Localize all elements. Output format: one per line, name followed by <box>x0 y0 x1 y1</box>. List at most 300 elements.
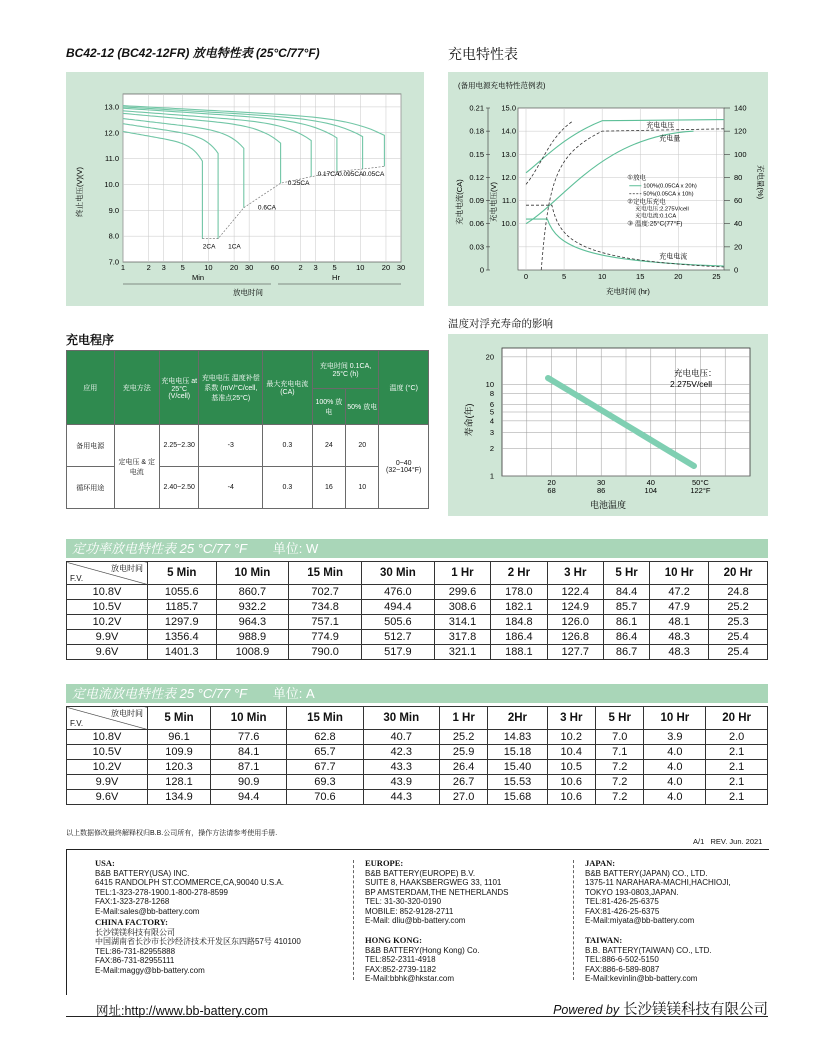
value-cell: 178.0 <box>491 585 547 600</box>
column-header: 10 Hr <box>650 562 709 585</box>
contact-line: B.B. BATTERY(TAIWAN) CO., LTD. <box>585 945 712 955</box>
power-table-title: 定功率放电特性表 25 °C/77 °F <box>72 541 248 556</box>
column-header: 20 Hr <box>706 707 768 730</box>
program-row <box>67 425 429 467</box>
table-row <box>67 790 768 805</box>
revision: A/1 REV. Jun. 2021 <box>693 837 763 846</box>
fv-cell: 10.8V <box>67 585 148 600</box>
y-tick-label: 8.0 <box>108 231 119 241</box>
value-cell: 25.2 <box>439 730 487 745</box>
value-cell: 182.1 <box>491 600 547 615</box>
current-tick-label: 0.18 <box>469 126 484 136</box>
contact-line: 1375-11 NARAHARA-MACHI,HACHIOJI, <box>585 878 731 887</box>
contact-line: B&B BATTERY(JAPAN) CO., LTD. <box>585 868 708 878</box>
curve-label: 0.25CA <box>287 180 310 188</box>
value-cell: 86.7 <box>603 645 649 660</box>
contact-line: B&B BATTERY(USA) INC. <box>95 868 190 878</box>
capacity-tick-label: 120 <box>734 126 747 136</box>
column-header: 2Hr <box>488 707 547 730</box>
legend-item: 100%(0.05CA x 20h) <box>643 183 697 190</box>
current-tick-label: 0.21 <box>469 103 484 113</box>
contact-taiwan-title: TAIWAN: <box>585 935 623 945</box>
x-tick-label-c: 40 <box>646 478 655 487</box>
contact-line: E-Mail:bbhk@hkstar.com <box>365 974 455 983</box>
column-header: 20 Hr <box>709 562 768 585</box>
contact-line: TEL:886-6-502-5150 <box>585 955 659 964</box>
charge-x-label: 充电时间 (hr) <box>606 287 650 296</box>
value-cell: 988.9 <box>216 630 289 645</box>
value-cell: 10.6 <box>547 790 595 805</box>
contact-hongkong <box>365 936 479 984</box>
x-tick-label: 5 <box>561 272 567 281</box>
y-tick-label: 11.0 <box>104 154 119 164</box>
power-table <box>66 561 768 660</box>
value-cell: 2.1 <box>706 745 768 760</box>
x-tick-label: 0 <box>523 272 529 281</box>
discharge-chart <box>66 72 424 306</box>
value-cell: 48.3 <box>650 630 709 645</box>
table-header-row <box>67 562 768 585</box>
current-tick-label: 0 <box>479 265 484 275</box>
table-row <box>67 615 768 630</box>
voltage-tick-label: 11.0 <box>501 196 516 206</box>
x-tick-label: 20 <box>229 263 239 272</box>
value-cell: 24.8 <box>709 585 768 600</box>
contact-line: FAX:86-731-82955111 <box>95 956 175 965</box>
value-cell: 84.4 <box>603 585 649 600</box>
value-cell: 15.18 <box>488 745 547 760</box>
current-tick-label: 0.12 <box>469 172 484 182</box>
value-cell: 4.0 <box>644 775 706 790</box>
program-h-temp: 温度 (°C) <box>379 351 429 425</box>
power-table-unit: 单位: W <box>272 541 319 556</box>
program-app: 循环用途 <box>67 467 115 509</box>
contact-line: E-Mail: dliu@bb-battery.com <box>365 916 466 925</box>
current-table-unit: 单位: A <box>272 686 315 701</box>
voltage-tick-label: 10.0 <box>501 219 516 229</box>
min-label: Min <box>191 273 205 282</box>
column-header: 2 Hr <box>491 562 547 585</box>
current-table <box>66 706 768 805</box>
value-cell: 2.1 <box>706 775 768 790</box>
value-cell: 10.6 <box>547 775 595 790</box>
table-row <box>67 585 768 600</box>
curve-label: 充电电压 <box>646 122 675 130</box>
capacity-tick-label: 60 <box>734 196 743 206</box>
x-tick-label-f: 86 <box>597 486 606 495</box>
value-cell: 27.0 <box>439 790 487 805</box>
value-cell: 128.1 <box>148 775 211 790</box>
column-header: 1 Hr <box>439 707 487 730</box>
curve-label: 0.6CA <box>257 204 276 212</box>
value-cell: 122.4 <box>547 585 603 600</box>
contact-line: E-Mail:miyata@bb-battery.com <box>585 916 695 925</box>
charge-chart-panel <box>448 72 768 306</box>
fv-cell: 10.5V <box>67 600 148 615</box>
value-cell: 10.2 <box>547 730 595 745</box>
discharge-chart-title: BC42-12 (BC42-12FR) 放电特性表 (25°C/77°F) <box>66 46 320 60</box>
contact-line: FAX:852-2739-1182 <box>365 964 437 974</box>
value-cell: 2.0 <box>706 730 768 745</box>
contact-line: TEL:81-426-25-6375 <box>585 897 659 906</box>
curve-label: 0.05CA <box>362 171 385 179</box>
value-cell: 43.9 <box>363 775 439 790</box>
column-header: 15 Min <box>287 707 363 730</box>
x-tick-label: 2 <box>298 263 303 272</box>
program-max: 0.3 <box>263 467 313 509</box>
contact-japan-title: JAPAN: <box>585 858 616 868</box>
fv-cell: 9.6V <box>67 790 148 805</box>
value-cell: 48.1 <box>650 615 709 630</box>
value-cell: 7.2 <box>596 760 644 775</box>
charge-left-y-label: 充电电流(CA) <box>455 179 464 225</box>
value-cell: 44.3 <box>363 790 439 805</box>
value-cell: 299.6 <box>434 585 490 600</box>
contact-line: B&B BATTERY(EUROPE) B.V. <box>365 868 476 878</box>
value-cell: 7.0 <box>596 730 644 745</box>
x-tick-label: 5 <box>332 263 337 272</box>
fv-cell: 9.6V <box>67 645 148 660</box>
value-cell: 2.1 <box>706 760 768 775</box>
contact-line: SUITE 8, HAAKSBERGWEG 33, 1101 <box>365 878 502 887</box>
value-cell: 494.4 <box>362 600 435 615</box>
column-header: 30 Min <box>363 707 439 730</box>
x-tick-label-c: 50°C <box>692 478 709 487</box>
life-chart-title: 温度对浮充寿命的影响 <box>448 318 553 330</box>
charge-chart <box>448 72 768 306</box>
table-row <box>67 775 768 790</box>
column-header: 5 Hr <box>603 562 649 585</box>
contact-divider <box>353 860 354 980</box>
x-tick-label-f: 68 <box>547 486 556 495</box>
contact-line: FAX:1-323-278-1268 <box>95 897 170 906</box>
contact-china <box>95 918 301 975</box>
x-tick-label: 10 <box>204 263 213 272</box>
capacity-tick-label: 40 <box>734 219 743 229</box>
contact-line: TEL:86-731-82955888 <box>95 946 176 956</box>
life-chart-panel <box>448 334 768 516</box>
x-tick-label: 5 <box>180 263 185 272</box>
column-header: 3 Hr <box>547 707 595 730</box>
legend-item: 充电电压:2.275V/cell <box>635 206 689 213</box>
column-header: 3 Hr <box>547 562 603 585</box>
x-tick-label: 10 <box>356 263 365 272</box>
curve-label: 1CA <box>228 243 241 251</box>
value-cell: 702.7 <box>289 585 362 600</box>
value-cell: 314.1 <box>434 615 490 630</box>
value-cell: 7.1 <box>596 745 644 760</box>
hr-label: Hr <box>332 273 340 282</box>
program-comp: -3 <box>199 425 263 467</box>
x-tick-label: 30 <box>244 263 254 272</box>
contact-usa <box>95 859 284 916</box>
table-corner <box>67 562 148 585</box>
capacity-tick-label: 20 <box>734 242 743 252</box>
value-cell: 317.8 <box>434 630 490 645</box>
current-tick-label: 0.06 <box>469 219 484 229</box>
contact-hongkong-title: HONG KONG: <box>365 935 422 945</box>
contact-line: FAX:81-426-25-6375 <box>585 906 660 916</box>
contact-europe <box>365 859 508 926</box>
value-cell: 476.0 <box>362 585 435 600</box>
value-cell: 1055.6 <box>148 585 217 600</box>
x-tick-label-c: 30 <box>597 478 606 487</box>
value-cell: 134.9 <box>148 790 211 805</box>
footer-brand <box>553 998 768 1019</box>
value-cell: 126.8 <box>547 630 603 645</box>
value-cell: 48.3 <box>650 645 709 660</box>
value-cell: 184.8 <box>491 615 547 630</box>
contact-line: B&B BATTERY(Hong Kong) Co. <box>365 945 480 955</box>
fv-cell: 10.8V <box>67 730 148 745</box>
value-cell: 86.4 <box>603 630 649 645</box>
value-cell: 964.3 <box>216 615 289 630</box>
curve-label: 2CA <box>202 243 216 251</box>
value-cell: 94.4 <box>211 790 287 805</box>
fv-cell: 9.9V <box>67 630 148 645</box>
x-tick-label-f: 122°F <box>690 486 711 495</box>
contact-taiwan <box>585 936 712 984</box>
x-tick-label: 15 <box>636 272 645 281</box>
program-t100: 24 <box>312 425 345 467</box>
current-tick-label: 0.09 <box>469 196 484 206</box>
voltage-tick-label: 14.0 <box>501 126 516 136</box>
company-name: 长沙镁镁科技有限公司 <box>623 1002 768 1018</box>
life-annotation-1: 充电电压： <box>674 368 717 378</box>
value-cell: 4.0 <box>644 760 706 775</box>
program-h-voltage: 充电电压 at 25°C (V/cell) <box>160 351 199 425</box>
y-tick-label: 1 <box>489 471 494 481</box>
value-cell: 25.4 <box>709 630 768 645</box>
value-cell: 4.0 <box>644 790 706 805</box>
curve-label: 0.17CA <box>317 171 340 179</box>
value-cell: 126.0 <box>547 615 603 630</box>
charge-subtitle: (备用电源充电特性范例表) <box>458 81 546 90</box>
x-tick-label-c: 20 <box>547 478 556 487</box>
value-cell: 96.1 <box>148 730 211 745</box>
value-cell: 26.7 <box>439 775 487 790</box>
current-tick-label: 0.15 <box>469 149 484 159</box>
legend-item: 50%(0.05CA x 10h) <box>643 191 694 198</box>
x-tick-label: 20 <box>674 272 683 281</box>
y-tick-label: 9.0 <box>108 205 119 215</box>
contact-line: 中国湖南省长沙市长沙经济技术开发区东四路57号 410100 <box>95 937 301 946</box>
footnote: 以上数据修改最终解释权归B.B.公司所有，操作方法请参考使用手册. <box>66 830 278 837</box>
value-cell: 774.9 <box>289 630 362 645</box>
contact-line: TEL:852-2311-4918 <box>365 955 436 964</box>
value-cell: 1356.4 <box>148 630 217 645</box>
value-cell: 2.1 <box>706 790 768 805</box>
value-cell: 67.7 <box>287 760 363 775</box>
program-h-max: 最大充电电流 (CA) <box>263 351 313 425</box>
value-cell: 15.40 <box>488 760 547 775</box>
value-cell: 1008.9 <box>216 645 289 660</box>
value-cell: 932.2 <box>216 600 289 615</box>
contact-line: BP AMSTERDAM,THE NETHERLANDS <box>365 887 509 897</box>
value-cell: 109.9 <box>148 745 211 760</box>
curve-label: 充电电流 <box>659 253 688 261</box>
charge-chart-title: 充电特性表 <box>448 46 518 62</box>
y-tick-label: 12.0 <box>104 128 119 138</box>
value-cell: 1401.3 <box>148 645 217 660</box>
x-tick-label: 3 <box>161 263 166 272</box>
program-t50: 10 <box>346 467 379 509</box>
program-voltage: 2.40~2.50 <box>160 467 199 509</box>
value-cell: 25.3 <box>709 615 768 630</box>
value-cell: 84.1 <box>211 745 287 760</box>
x-tick-label: 60 <box>270 263 280 272</box>
powered-by: Powered by <box>553 1003 620 1017</box>
value-cell: 505.6 <box>362 615 435 630</box>
value-cell: 47.2 <box>650 585 709 600</box>
current-table-title: 定电流放电特性表 25 °C/77 °F <box>72 686 248 701</box>
contact-japan <box>585 859 731 926</box>
table-row <box>67 760 768 775</box>
life-x-label: 电池温度 <box>589 500 627 510</box>
power-table-title-bar <box>66 539 768 558</box>
value-cell: 40.7 <box>363 730 439 745</box>
program-h-app: 应用 <box>67 351 115 425</box>
fv-cell: 10.2V <box>67 760 148 775</box>
column-header: 10 Hr <box>644 707 706 730</box>
y-tick-label: 20 <box>485 352 494 362</box>
contact-line: E-Mail:maggy@bb-battery.com <box>95 965 205 975</box>
value-cell: 860.7 <box>216 585 289 600</box>
column-header: 5 Min <box>148 562 217 585</box>
table-corner <box>67 707 148 730</box>
table-row <box>67 645 768 660</box>
x-tick-label: 3 <box>313 263 318 272</box>
program-title: 充电程序 <box>66 333 115 347</box>
value-cell: 186.4 <box>491 630 547 645</box>
voltage-tick-label: 15.0 <box>501 103 516 113</box>
x-tick-label: 25 <box>712 272 721 281</box>
contact-europe-title: EUROPE: <box>365 858 404 868</box>
value-cell: 4.0 <box>644 745 706 760</box>
value-cell: 42.3 <box>363 745 439 760</box>
current-tick-label: 0.03 <box>469 242 484 252</box>
program-t50: 20 <box>346 425 379 467</box>
value-cell: 124.9 <box>547 600 603 615</box>
value-cell: 7.2 <box>596 775 644 790</box>
value-cell: 308.6 <box>434 600 490 615</box>
curve-label: 0.095CA <box>338 171 364 179</box>
program-h-100: 100% 放电 <box>312 389 345 425</box>
value-cell: 25.4 <box>709 645 768 660</box>
fv-cell: 10.2V <box>67 615 148 630</box>
charge-voltage-y-label: 充电电压(V) <box>489 182 498 222</box>
current-table-title-bar <box>66 684 768 703</box>
table-row <box>67 600 768 615</box>
program-app: 备用电源 <box>67 425 115 467</box>
charge-right-y-label: 充电量(%) <box>756 164 765 200</box>
value-cell: 7.2 <box>596 790 644 805</box>
value-cell: 47.9 <box>650 600 709 615</box>
value-cell: 85.7 <box>603 600 649 615</box>
y-tick-label: 13.0 <box>104 102 119 112</box>
value-cell: 69.3 <box>287 775 363 790</box>
corner-bottom: F.V. <box>70 574 84 583</box>
x-tick-label: 2 <box>146 263 151 272</box>
contact-line: TOKYO 193-0803,JAPAN. <box>585 887 679 897</box>
y-tick-label: 4 <box>489 416 494 426</box>
fv-cell: 10.5V <box>67 745 148 760</box>
value-cell: 757.1 <box>289 615 362 630</box>
value-cell: 127.7 <box>547 645 603 660</box>
value-cell: 790.0 <box>289 645 362 660</box>
y-tick-label: 6 <box>489 400 494 410</box>
value-cell: 77.6 <box>211 730 287 745</box>
program-voltage: 2.25~2.30 <box>160 425 199 467</box>
value-cell: 26.4 <box>439 760 487 775</box>
corner-bottom: F.V. <box>70 719 84 728</box>
value-cell: 120.3 <box>148 760 211 775</box>
capacity-tick-label: 100 <box>734 149 747 159</box>
discharge-chart-panel <box>66 72 424 306</box>
table-row <box>67 745 768 760</box>
program-temp: 0~40 (32~104°F) <box>379 425 429 509</box>
contact-line: TEL:1-323-278-1900.1-800-278-8599 <box>95 887 228 897</box>
program-h-comp: 充电电压 温度补偿系数 (mV/°C/cell, 基准点25°C) <box>199 351 263 425</box>
y-tick-label: 7.0 <box>108 257 119 267</box>
discharge-y-label: 终止电压(V)(V) <box>75 167 84 217</box>
y-tick-label: 2 <box>489 443 494 453</box>
program-h-method: 充电方法 <box>114 351 160 425</box>
value-cell: 10.5 <box>547 760 595 775</box>
contact-divider <box>573 860 574 980</box>
y-tick-label: 10.0 <box>104 179 119 189</box>
y-tick-label: 10 <box>485 379 494 389</box>
contact-line: 长沙镁镁科技有限公司 <box>95 927 175 937</box>
value-cell: 87.1 <box>211 760 287 775</box>
voltage-tick-label: 12.0 <box>501 172 516 182</box>
value-cell: 512.7 <box>362 630 435 645</box>
corner-top: 放电时间 <box>111 709 143 718</box>
website-link[interactable]: 网址:http://www.bb-battery.com <box>96 1004 269 1018</box>
contact-china-title: CHINA FACTORY: <box>95 917 168 927</box>
column-header: 5 Hr <box>596 707 644 730</box>
contact-line: FAX:886-6-589-8087 <box>585 964 660 974</box>
program-table <box>66 350 429 509</box>
life-y-label: 寿命(年) <box>464 403 474 437</box>
value-cell: 25.2 <box>709 600 768 615</box>
value-cell: 86.1 <box>603 615 649 630</box>
value-cell: 1297.9 <box>148 615 217 630</box>
contacts-box <box>66 849 769 995</box>
y-tick-label: 5 <box>489 407 494 417</box>
column-header: 15 Min <box>289 562 362 585</box>
value-cell: 321.1 <box>434 645 490 660</box>
contact-line: TEL: 31-30-320-0190 <box>365 897 442 906</box>
program-max: 0.3 <box>263 425 313 467</box>
x-tick-label-f: 104 <box>644 486 658 495</box>
x-tick-label: 1 <box>120 263 126 272</box>
value-cell: 15.68 <box>488 790 547 805</box>
curve-label: 充电量 <box>659 135 681 143</box>
x-tick-label: 10 <box>597 272 607 281</box>
program-method: 定电压 & 定电流 <box>114 425 160 509</box>
discharge-x-label: 放电时间 <box>233 288 263 297</box>
column-header: 10 Min <box>216 562 289 585</box>
value-cell: 734.8 <box>289 600 362 615</box>
x-tick-label: 20 <box>381 263 391 272</box>
column-header: 30 Min <box>362 562 435 585</box>
voltage-tick-label: 13.0 <box>501 149 516 159</box>
table-row <box>67 630 768 645</box>
value-cell: 14.83 <box>488 730 547 745</box>
value-cell: 10.4 <box>547 745 595 760</box>
value-cell: 1185.7 <box>148 600 217 615</box>
